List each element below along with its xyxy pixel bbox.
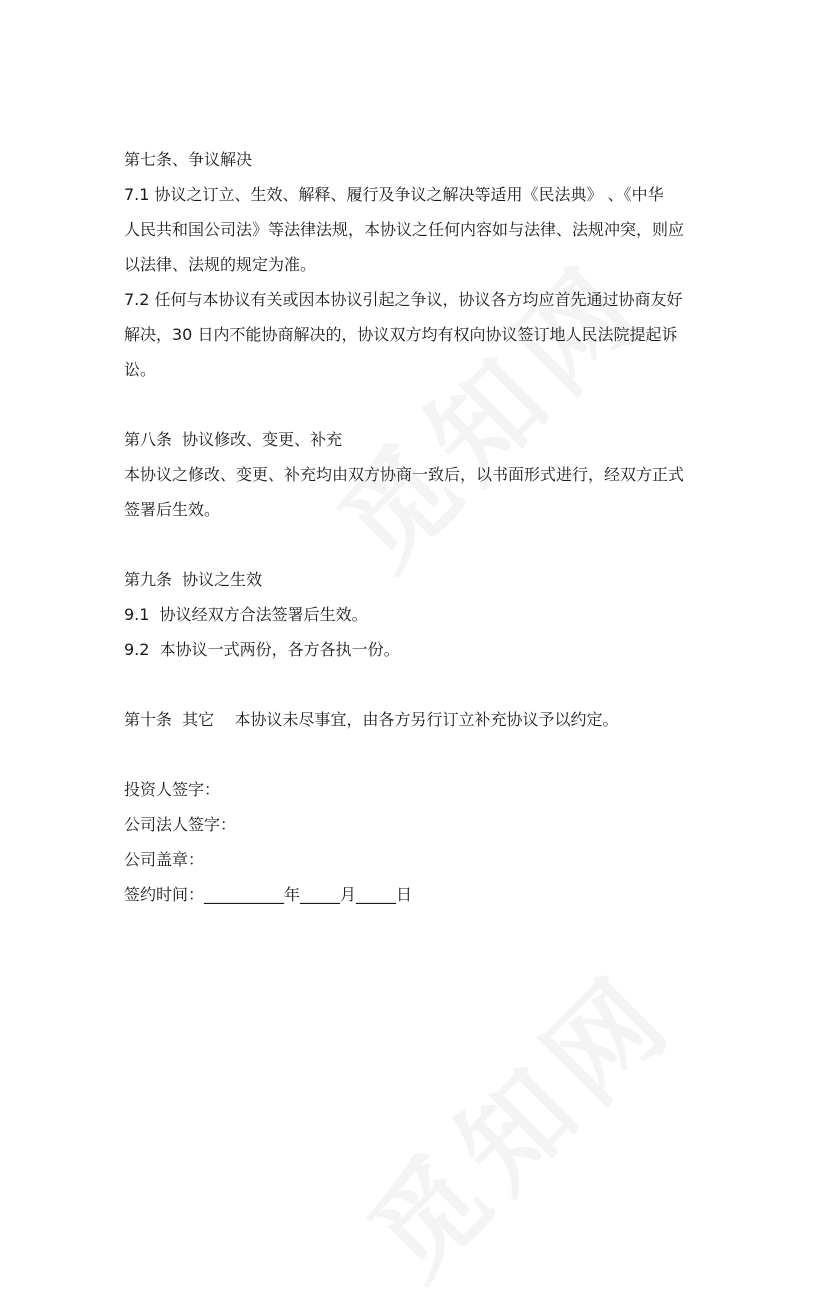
section-7-2-line: 7.2 任何与本协议有关或因本协议引起之争议，协议各方均应首先通过协商友好 xyxy=(124,290,683,309)
section-7-1-line: 人民共和国公司法》等法律法规，本协议之任何内容如与法律、法规冲突，则应 xyxy=(124,220,685,239)
section-7-2-line: 解决，30 日内不能协商解决的，协议双方均有权向协议签订地人民法院提起诉 xyxy=(124,325,678,344)
section-9-heading: 第九条 协议之生效 xyxy=(124,570,263,589)
watermark xyxy=(329,932,704,1306)
spacer xyxy=(124,527,710,562)
section-10-text: 第十条 其它 本协议未尽事宜，由各方另行订立补充协议予以约定。 xyxy=(124,710,619,729)
section-7-1-line: 7.1 协议之订立、生效、解释、履行及争议之解决等适用《民法典》 、《中华 xyxy=(124,185,664,204)
section-8-heading: 第八条 协议修改、变更、补充 xyxy=(124,430,343,449)
section-7-2-line: 讼。 xyxy=(124,360,157,379)
section-8-body-line: 本协议之修改、变更、补充均由双方协商一致后，以书面形式进行，经双方正式 xyxy=(124,465,685,484)
section-9-item: 9.1 协议经双方合法签署后生效。 xyxy=(124,605,368,624)
spacer xyxy=(124,387,710,422)
section-7-heading: 第七条、争议解决 xyxy=(124,150,253,169)
signing-date-line: 签约时间：__________年_____月_____日 xyxy=(124,885,413,904)
company-seal-label: 公司盖章： xyxy=(124,850,205,869)
spacer xyxy=(124,667,710,702)
section-9-item: 9.2 本协议一式两份，各方各执一份。 xyxy=(124,640,400,659)
section-8-body-line: 签署后生效。 xyxy=(124,500,221,519)
section-7-1-line: 以法律、法规的规定为准。 xyxy=(124,255,317,274)
legal-rep-signature-label: 公司法人签字： xyxy=(124,815,237,834)
spacer xyxy=(124,737,710,772)
investor-signature-label: 投资人签字： xyxy=(124,780,221,799)
document-body xyxy=(124,142,710,912)
